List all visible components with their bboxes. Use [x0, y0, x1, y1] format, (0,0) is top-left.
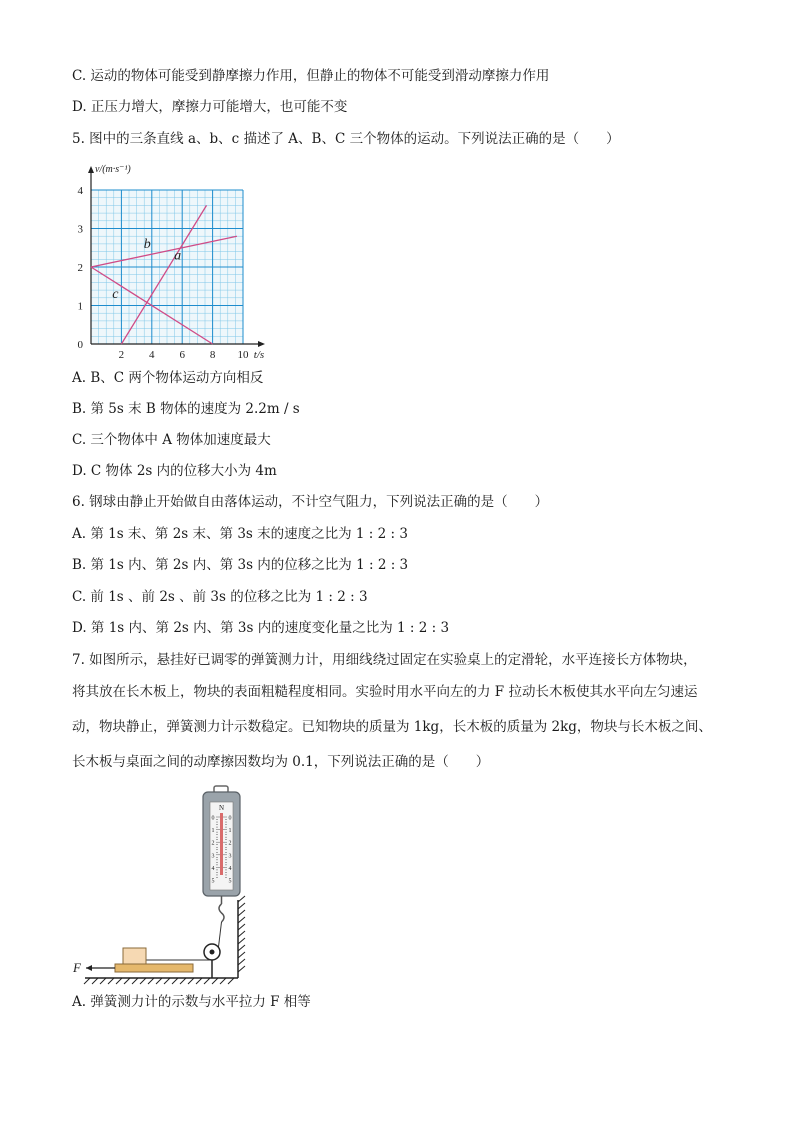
series-label-c: c: [112, 286, 119, 302]
q7-stem-line-3: 动，物块静止，弹簧测力计示数稳定。已知物块的质量为 1kg，长木板的质量为 2kg，物块与长木板之间、: [72, 719, 712, 735]
scale-indicator: [220, 813, 223, 875]
x-tick-label: 6: [179, 349, 185, 360]
wall-hatch-line: [238, 931, 245, 937]
q7-stem-line-2: 将其放在长木板上，物块的表面粗糙程度相同。实验时用水平向左的力 F 拉动长木板使其水平向左匀速运: [72, 684, 698, 700]
q6-option-c: C. 前 1s 、前 2s 、前 3s 的位移之比为 1 : 2 : 3: [72, 589, 368, 605]
q5-option-c: C. 三个物体中 A 物体加速度最大: [72, 432, 271, 448]
table-hatch-line: [228, 978, 234, 984]
x-tick-label: 10: [237, 349, 249, 360]
scale-tick-label-left: 4: [211, 865, 215, 872]
table-hatch-line: [188, 978, 194, 984]
table-hatch-line: [172, 978, 178, 984]
table-hatch-line: [220, 978, 226, 984]
wall-hatch-line: [238, 959, 245, 965]
q6-option-d: D. 第 1s 内、第 2s 内、第 3s 内的速度变化量之比为 1 : 2 : 3: [72, 620, 450, 636]
scale-tick-label-right: 5: [228, 878, 232, 885]
q5-option-a: A. B、C 两个物体运动方向相反: [72, 370, 264, 386]
scale-tick-label-right: 1: [228, 828, 232, 835]
scale-tick-label-left: 1: [211, 828, 215, 835]
wall-hatch-line: [238, 938, 245, 944]
table-hatch-line: [116, 978, 122, 984]
y-tick-label: 2: [77, 262, 83, 274]
table-hatch-line: [180, 978, 186, 984]
table-hatch-line: [204, 978, 210, 984]
table-hatch-line: [108, 978, 114, 984]
q7-option-a: A. 弹簧测力计的示数与水平拉力 F 相等: [72, 994, 311, 1010]
wall-hatch-line: [238, 924, 245, 930]
scale-tick-label-right: 0: [228, 815, 232, 822]
spring-scale-figure: [60, 780, 260, 985]
q4-option-c: C. 运动的物体可能受到静摩擦力作用，但静止的物体不可能受到滑动摩擦力作用: [72, 68, 550, 84]
series-label-b: b: [143, 236, 151, 252]
y-axis-arrow: [88, 166, 94, 173]
table-hatch-line: [100, 978, 106, 984]
origin-label: 0: [77, 339, 83, 351]
long-board: [115, 964, 193, 972]
table-hatch-line: [92, 978, 98, 984]
scale-tick-label-left: 5: [211, 878, 215, 885]
scale-tick-label-left: 2: [211, 840, 215, 847]
force-label: F: [73, 960, 81, 975]
force-arrowhead: [86, 965, 92, 971]
x-tick-label: 8: [209, 349, 216, 360]
scale-tick-label-right: 3: [228, 853, 232, 860]
q6-option-b: B. 第 1s 内、第 2s 内、第 3s 内的位移之比为 1 : 2 : 3: [72, 557, 409, 573]
q4-option-d: D. 正压力增大，摩擦力可能增大，也可能不变: [72, 99, 348, 115]
table-hatch-line: [132, 978, 138, 984]
x-tick-label: 2: [118, 349, 125, 360]
scale-tick-label-right: 2: [228, 840, 232, 847]
table-hatch-line: [140, 978, 146, 984]
table-hatch-line: [148, 978, 154, 984]
q7-stem-line-1: 7. 如图所示，悬挂好已调零的弹簧测力计，用细线绕过固定在实验桌上的定滑轮，水平连接长方体物块，: [72, 652, 697, 668]
scale-tick-label-left: 0: [211, 815, 215, 822]
scale-hook: [219, 904, 224, 922]
block: [123, 948, 146, 964]
vt-chart: [60, 155, 280, 360]
q5-stem: 5. 图中的三条直线 a、b、c 描述了 A、B、C 三个物体的运动。下列说法正确的是（ ）: [72, 131, 620, 147]
scale-tick-label-right: 4: [228, 865, 232, 872]
q7-stem-line-4: 长木板与桌面之间的动摩擦因数均为 0.1，下列说法正确的是（ ）: [72, 754, 490, 770]
wall-hatch-line: [238, 917, 245, 923]
wall-hatch-line: [238, 910, 245, 916]
wall-hatch-line: [238, 903, 245, 909]
y-tick-label: 4: [77, 185, 83, 197]
x-axis-arrow: [258, 341, 265, 347]
wall-hatch-line: [238, 952, 245, 958]
scale-tick-label-left: 3: [211, 853, 215, 860]
table-hatch-line: [156, 978, 162, 984]
scale-unit-label: N: [218, 804, 225, 812]
table-hatch-line: [196, 978, 202, 984]
wall-hatch-line: [238, 896, 245, 902]
q5-option-d: D. C 物体 2s 内的位移大小为 4m: [72, 463, 277, 479]
wall-hatch-line: [238, 966, 245, 972]
wall-hatch-line: [238, 945, 245, 951]
q6-option-a: A. 第 1s 末、第 2s 末、第 3s 末的速度之比为 1 : 2 : 3: [72, 526, 408, 542]
table-hatch-line: [124, 978, 130, 984]
table-hatch-line: [164, 978, 170, 984]
x-axis-label: t/s: [253, 349, 265, 360]
series-label-a: a: [174, 248, 182, 264]
q6-stem: 6. 钢球由静止开始做自由落体运动，不计空气阻力，下列说法正确的是（ ）: [72, 494, 549, 510]
x-tick-label: 4: [149, 349, 155, 360]
y-tick-label: 3: [77, 223, 83, 236]
y-axis-label: v/(m·s⁻¹): [95, 164, 131, 175]
table-hatch-line: [84, 978, 90, 984]
y-tick-label: 1: [77, 300, 83, 313]
q5-option-b: B. 第 5s 末 B 物体的速度为 2.2m / s: [72, 401, 300, 417]
table-hatch-line: [212, 978, 218, 984]
